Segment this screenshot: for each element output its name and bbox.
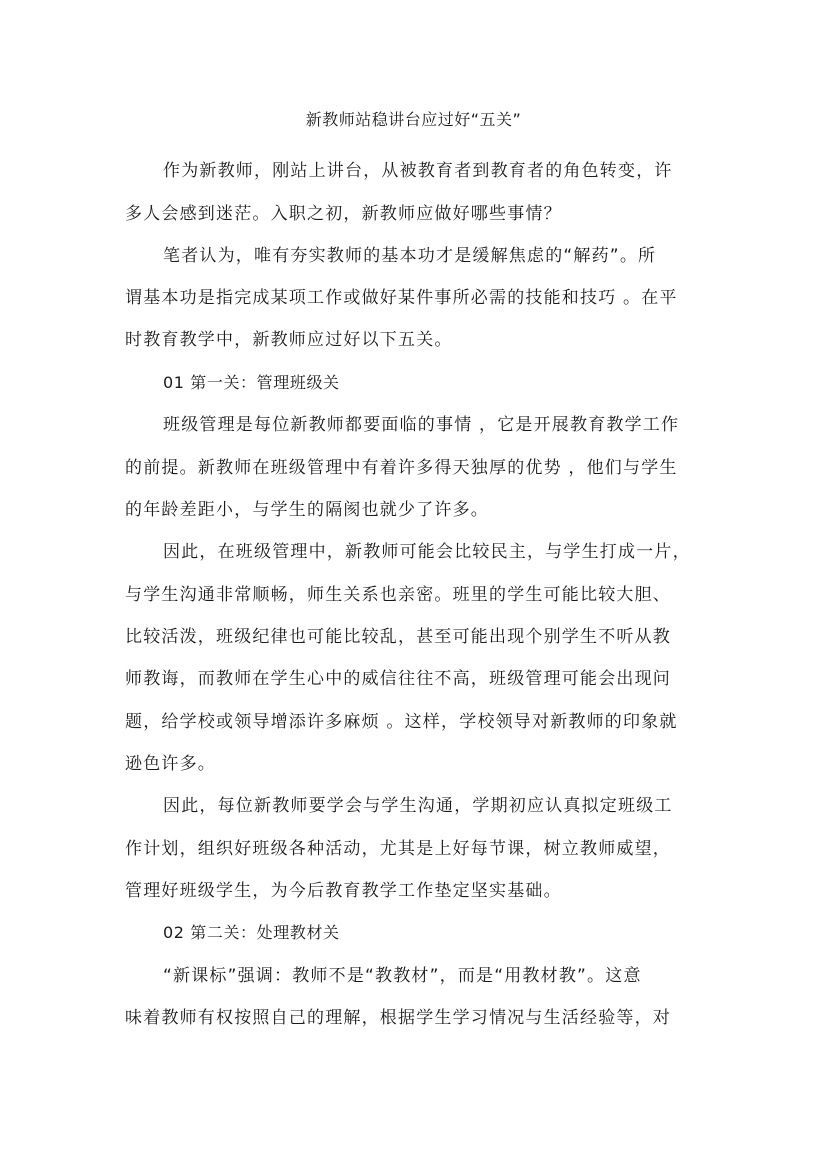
body-line: 因此，在班级管理中，新教师可能会比较民主，与学生打成一片， bbox=[163, 542, 691, 562]
body-line: 味着教师有权按照自己的理解，根据学生学习情况与生活经验等，对 bbox=[125, 1008, 671, 1028]
section-heading: 01 第一关：管理班级关 bbox=[163, 373, 340, 392]
body-line: 与学生沟通非常顺畅，师生关系也亲密。班里的学生可能比较大胆、 bbox=[125, 585, 671, 605]
body-line: 作计划，组织好班级各种活动，尤其是上好每节课，树立教师威望， bbox=[125, 839, 671, 859]
body-line: 师教诲，而教师在学生心中的威信往往不高，班级管理可能会出现问 bbox=[125, 669, 671, 689]
body-line: 题，给学校或领导增添许多麻烦 。这样，学校领导对新教师的印象就 bbox=[125, 712, 678, 732]
body-line: 时教育教学中，新教师应过好以下五关。 bbox=[125, 330, 453, 350]
body-line: 的年龄差距小，与学生的隔阂也就少了许多。 bbox=[125, 500, 489, 520]
body-line: 多人会感到迷茫。入职之初，新教师应做好哪些事情？ bbox=[125, 204, 562, 224]
body-line: 班级管理是每位新教师都要面临的事情 ，它是开展教育教学工作 bbox=[163, 415, 680, 435]
document-title: 新教师站稳讲台应过好“五关” bbox=[305, 110, 522, 129]
section-heading: 02 第二关：处理教材关 bbox=[163, 923, 340, 942]
body-line: 笔者认为，唯有夯实教师的基本功才是缓解焦虑的“解药”。所 bbox=[163, 246, 657, 266]
body-line: 因此，每位新教师要学会与学生沟通，学期初应认真拟定班级工 bbox=[163, 796, 673, 816]
body-line: 的前提。新教师在班级管理中有着许多得天独厚的优势 ，他们与学生 bbox=[125, 458, 678, 478]
body-line: 谓基本功是指完成某项工作或做好某件事所必需的技能和技巧 。在平 bbox=[125, 288, 678, 308]
body-line: 作为新教师，刚站上讲台，从被教育者到教育者的角色转变，许 bbox=[163, 161, 673, 181]
body-line: “新课标”强调：教师不是“教教材”，而是“用教材教”。这意 bbox=[163, 966, 642, 986]
body-line: 管理好班级学生，为今后教育教学工作垫定坚实基础。 bbox=[125, 881, 562, 901]
body-line: 逊色许多。 bbox=[125, 754, 216, 774]
body-line: 比较活泼，班级纪律也可能比较乱，甚至可能出现个别学生不听从教 bbox=[125, 627, 671, 647]
